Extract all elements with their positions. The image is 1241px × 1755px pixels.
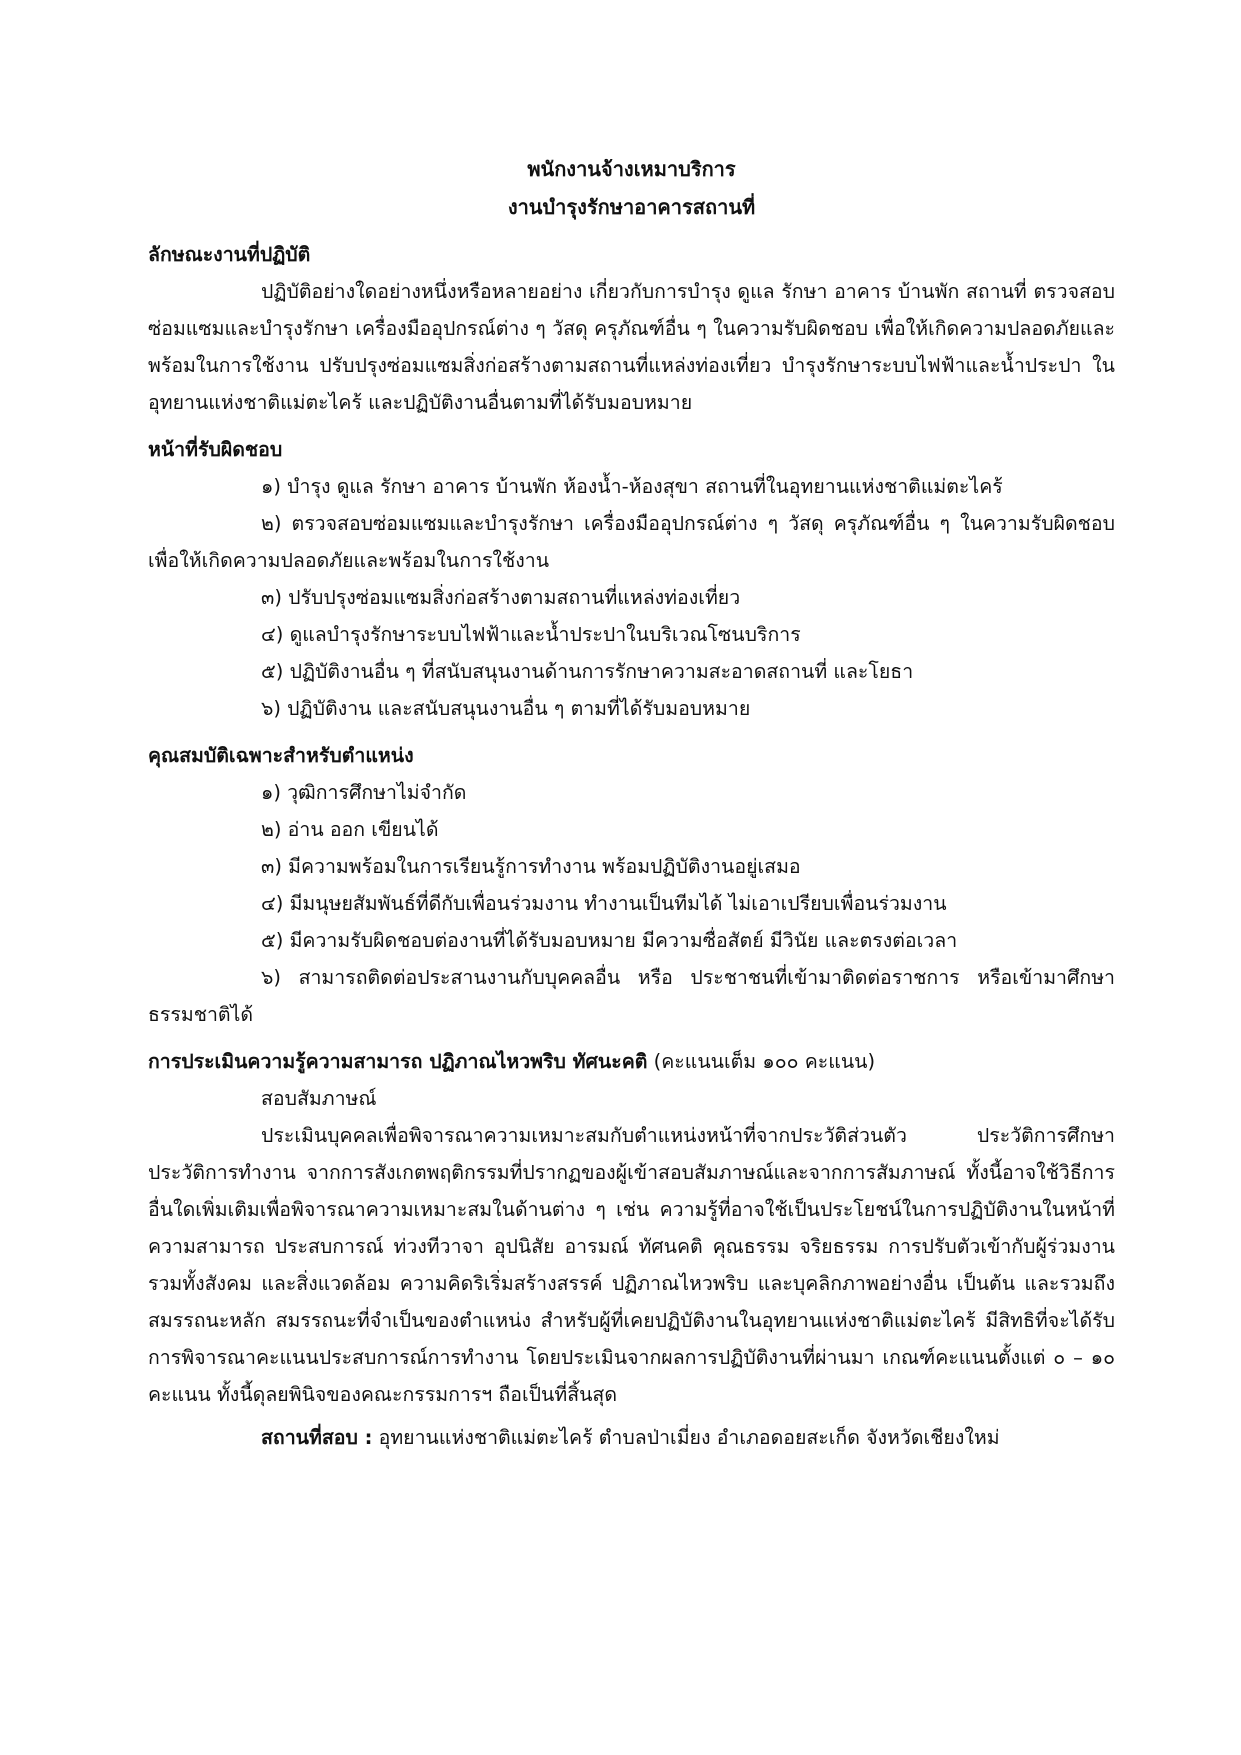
exam-venue <box>148 1419 1115 1456</box>
assessment-heading-score: (คะแนนเต็ม ๑๐๐ คะแนน) <box>647 1050 876 1073</box>
list-item: ๒) อ่าน ออก เขียนได้ <box>261 818 439 841</box>
nature-of-work-body: ปฏิบัติอย่างใดอย่างหนึ่งหรือหลายอย่าง เกี่ยวกับการบำรุง ดูแล รักษา อาคาร บ้านพัก สถานที่ ตรวจสอบซ่อมแซมและบำรุงรักษา เครื่องมืออุปกรณ์ต่าง ๆ วัสดุ ครุภัณฑ์อื่น ๆ ในความรับผิดชอบ เพื่อให้เกิดความปลอดภัยและพร้อมในการใช้งาน ปรับปรุงซ่อมแซมสิ่งก่อสร้างตามสถานที่แหล่งท่องเที่ยว บำรุงรักษาระบบไฟฟ้าและน้ำประปา ในอุทยานแห่งชาติแม่ตะไคร้ และปฏิบัติงานอื่นตามที่ได้รับมอบหมาย <box>148 280 1115 414</box>
list-item: ๔) มีมนุษยสัมพันธ์ที่ดีกับเพื่อนร่วมงาน ทำงานเป็นทีมได้ ไม่เอาเปรียบเพื่อนร่วมงาน <box>261 892 947 915</box>
list-item: ๓) ปรับปรุงซ่อมแซมสิ่งก่อสร้างตามสถานที่แหล่งท่องเที่ยว <box>261 586 741 609</box>
list-item: ๖) ปฏิบัติงาน และสนับสนุนงานอื่น ๆ ตามที่ได้รับมอบหมาย <box>261 697 751 720</box>
list-item: ๕) ปฏิบัติงานอื่น ๆ ที่สนับสนุนงานด้านการรักษาความสะอาดสถานที่ และโยธา <box>261 660 914 683</box>
duties-section <box>148 431 1115 727</box>
duties-list <box>148 468 1115 727</box>
list-item: ๑) วุฒิการศึกษาไม่จำกัด <box>261 781 467 804</box>
assessment-section <box>148 1043 1115 1413</box>
list-item: ๓) มีความพร้อมในการเรียนรู้การทำงาน พร้อมปฏิบัติงานอยู่เสมอ <box>261 855 801 878</box>
title-line-2: งานบำรุงรักษาอาคารสถานที่ <box>507 195 756 219</box>
exam-venue-value: อุทยานแห่งชาติแม่ตะไคร้ ตำบลป่าเมี่ยง อำเภอดอยสะเก็ด จังหวัดเชียงใหม่ <box>372 1426 1000 1449</box>
duties-heading: หน้าที่รับผิดชอบ <box>148 438 283 461</box>
list-item: ๖) สามารถติดต่อประสานงานกับบุคคลอื่น หรือ ประชาชนที่เข้ามาติดต่อราชการ หรือเข้ามาศึกษาธรรมชาติได้ <box>148 966 1115 1026</box>
list-item: ๑) บำรุง ดูแล รักษา อาคาร บ้านพัก ห้องน้ำ-ห้องสุขา สถานที่ในอุทยานแห่งชาติแม่ตะไคร้ <box>261 475 1003 498</box>
list-item: ๒) ตรวจสอบซ่อมแซมและบำรุงรักษา เครื่องมืออุปกรณ์ต่าง ๆ วัสดุ ครุภัณฑ์อื่น ๆ ในความรับผิดชอบ เพื่อให้เกิดความปลอดภัยและพร้อมในการใช้งาน <box>148 512 1115 572</box>
assessment-method: สอบสัมภาษณ์ <box>261 1087 377 1110</box>
nature-of-work-heading: ลักษณะงานที่ปฏิบัติ <box>148 243 311 266</box>
document-page <box>148 150 1115 1456</box>
list-item: ๔) ดูแลบำรุงรักษาระบบไฟฟ้าและน้ำประปาในบริเวณโซนบริการ <box>261 623 801 646</box>
assessment-heading <box>148 1043 1115 1080</box>
document-title <box>148 150 1115 226</box>
qualifications-section <box>148 737 1115 1033</box>
nature-of-work-section <box>148 236 1115 421</box>
title-line-1: พนักงานจ้างเหมาบริการ <box>527 157 736 181</box>
qualifications-list <box>148 774 1115 1033</box>
qualifications-heading: คุณสมบัติเฉพาะสำหรับตำแหน่ง <box>148 744 414 767</box>
exam-venue-label: สถานที่สอบ : <box>261 1426 373 1449</box>
assessment-body: ประเมินบุคคลเพื่อพิจารณาความเหมาะสมกับตำแหน่งหน้าที่จากประวัติส่วนตัว ประวัติการศึกษา ประวัติการทำงาน จากการสังเกตพฤติกรรมที่ปรากฏของผู้เข้าสอบสัมภาษณ์และจากการสัมภาษณ์ ทั้งนี้อาจใช้วิธีการอื่นใดเพิ่มเติมเพื่อพิจารณาความเหมาะสมในด้านต่าง ๆ เช่น ความรู้ที่อาจใช้เป็นประโยชน์ในการปฏิบัติงานในหน้าที่ ความสามารถ ประสบการณ์ ท่วงทีวาจา อุปนิสัย อารมณ์ ทัศนคติ คุณธรรม จริยธรรม การปรับตัวเข้ากับผู้ร่วมงาน รวมทั้งสังคม และสิ่งแวดล้อม ความคิดริเริ่มสร้างสรรค์ ปฏิภาณไหวพริบ และบุคลิกภาพอย่างอื่น เป็นต้น และรวมถึงสมรรถนะหลัก สมรรถนะที่จำเป็นของตำแหน่ง สำหรับผู้ที่เคยปฏิบัติงานในอุทยานแห่งชาติแม่ตะไคร้ มีสิทธิที่จะได้รับการพิจารณาคะแนนประสบการณ์การทำงาน โดยประเมินจากผลการปฏิบัติงานที่ผ่านมา เกณฑ์คะแนนตั้งแต่ ๐ – ๑๐ คะแนน ทั้งนี้ดุลยพินิจของคณะกรรมการฯ ถือเป็นที่สิ้นสุด <box>148 1124 1115 1406</box>
list-item: ๕) มีความรับผิดชอบต่องานที่ได้รับมอบหมาย มีความซื่อสัตย์ มีวินัย และตรงต่อเวลา <box>261 929 958 952</box>
assessment-heading-bold: การประเมินความรู้ความสามารถ ปฏิภาณไหวพริบ ทัศนะคติ <box>148 1050 648 1073</box>
